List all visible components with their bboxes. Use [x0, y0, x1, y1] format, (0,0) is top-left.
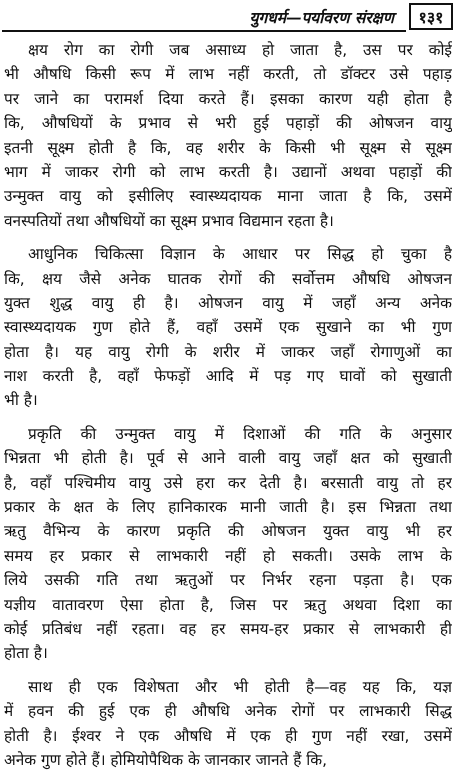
text-line: कि, क्षय जैसे अनेक घातक रोगों की सर्वोत्तम औषधि ओषजन — [4, 269, 452, 288]
text-line: भी औषधि किसी रूप में लाभ नहीं करती, तो डॉक्टर उसे पहाड़ — [4, 65, 452, 84]
chapter-title: युगधर्म—पर्यावरण संरक्षण — [249, 8, 394, 27]
text-line: भाग में जाकर रोगी को लाभ करती है। उद्यानों अथवा पहाड़ों की — [4, 162, 452, 181]
page-number-box — [409, 3, 453, 30]
page-number: १३१ — [418, 7, 444, 27]
text-line: क्षय रोग का रोगी जब असाध्य हो जाता है, उस पर कोई — [28, 41, 452, 59]
text-line: भिन्नता भी होती है। पूर्व से आने वाली वायु जहाँ क्षत को सुखाती — [4, 449, 452, 468]
text-line: आधुनिक चिकित्सा विज्ञान के आधार पर सिद्ध हो चुका है — [28, 245, 452, 264]
text-line: समय हर प्रकार से लाभकारी नहीं हो सकती। उसके लाभ के — [4, 546, 452, 565]
text-line: स्वास्थ्यदायक गुण होते हैं, वहाँ उसमें एक सुखाने का भी गुण — [4, 318, 452, 337]
text-line: अनेक गुण होते हैं। होमियोपैथिक के जानकार जानते हैं कि, — [4, 750, 327, 769]
body-text — [4, 38, 452, 781]
text-line: साथ ही एक विशेषता और भी होती है—वह यह कि, यज्ञ — [28, 677, 452, 696]
text-line: कि, औषधियों के प्रभाव से भरी हुई पहाड़ों की ओषजन वायु — [4, 114, 452, 133]
text-line: होता है। — [4, 644, 48, 663]
text-line: होता है। यह वायु रोगी के शरीर में जाकर जहाँ रोगाणुओं का — [4, 342, 452, 361]
text-line: नाश करती है, वहाँ फेफड़ों आदि में पड़ गए घावों को सुखाती — [4, 367, 452, 386]
text-line: पर जाने का परामर्श दिया करते हैं। इसका कारण यही होता है — [4, 89, 452, 108]
text-line: वनस्पतियों तथा औषधियों का सूक्ष्म प्रभाव विद्यमान रहता है। — [4, 211, 334, 230]
paragraph — [4, 242, 452, 413]
paragraph — [4, 675, 452, 773]
text-line: प्रकार के क्षत के लिए हानिकारक मानी जाती है। इस भिन्नता तथा — [4, 498, 452, 517]
text-line: युक्त शुद्ध वायु ही है। ओषजन वायु में जहाँ अन्य अनेक — [4, 293, 452, 312]
running-header — [0, 0, 456, 34]
text-line: यज्ञीय वातावरण ऐसा होता है, जिस पर ऋतु अथवा दिशा का — [4, 595, 452, 614]
text-line: है, वहाँ पश्चिमीय वायु उसे हरा कर देती है। बरसाती वायु तो हर — [4, 473, 452, 492]
paragraph — [4, 422, 452, 666]
text-line: कोई प्रतिबंध नहीं रहता। वह हर समय-हर प्रकार से लाभकारी ही — [4, 619, 452, 638]
header-rule — [2, 30, 406, 32]
text-line: में हवन की हुई एक ही औषधि अनेक रोगों पर लाभकारी सिद्ध — [4, 702, 452, 721]
text-line: ऋतु वैभिन्य के कारण प्रकृति की ओषजन युक्त वायु भी हर — [4, 522, 452, 541]
text-line: प्रकृति की उन्मुक्त वायु में दिशाओं की गति के अनुसार — [28, 424, 452, 443]
text-line: होती है। ईश्वर ने एक औषधि में एक ही गुण नहीं रखा, उसमें — [4, 726, 452, 745]
text-line: भी है। — [4, 391, 38, 410]
paragraph — [4, 38, 452, 233]
text-line: इतनी सूक्ष्म होती है कि, वह शरीर के किसी भी सूक्ष्म से सूक्ष्म — [4, 138, 452, 157]
text-line: लिये उसकी गति तथा ऋतुओं पर निर्भर रहना पड़ता है। एक — [4, 571, 452, 590]
text-line: उन्मुक्त वायु को इसीलिए स्वास्थ्यदायक माना जाता है कि, उसमें — [4, 187, 452, 206]
